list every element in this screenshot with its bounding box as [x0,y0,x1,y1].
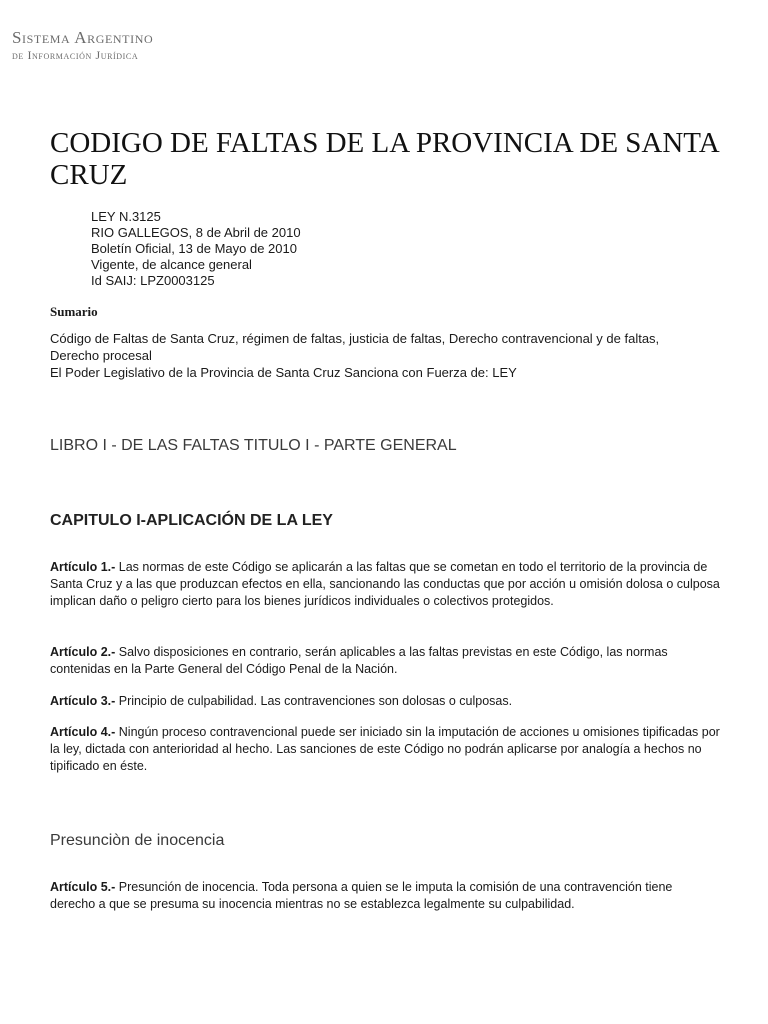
article-5 [50,879,720,913]
capitulo-heading: CAPITULO I-APLICACIÓN DE LA LEY [50,512,333,529]
article-text: Presunción de inocencia. Toda persona a quien se le imputa la comisión de una contravención tiene derecho a que se presuma su inocencia mientras no se establezca legalmente su culpabilidad. [50,880,673,911]
article-2 [50,644,720,678]
article-label: Artículo 1.- [50,560,116,574]
presuncion-heading: Presunciòn de inocencia [50,832,225,849]
article-text: Ningún proceso contravencional puede ser iniciado sin la imputación de acciones u omisiones tipificadas por la ley, dictada con anterioridad al hecho. Las sanciones de este Código no podrán aplicarse por analogía a hechos no tipificado en éste. [50,725,720,773]
law-number: LEY N.3125 [91,209,161,224]
sumario-text [50,330,710,381]
article-text: Salvo disposiciones en contrario, serán aplicables a las faltas previstas en este Código, las normas contenidas en la Parte General del Código Penal de la Nación. [50,645,668,676]
article-label: Artículo 3.- [50,694,116,708]
sumario-keywords: Código de Faltas de Santa Cruz, régimen de faltas, justicia de faltas, Derecho contravencional y de faltas, Derecho procesal [50,331,660,363]
law-bulletin: Boletín Oficial, 13 de Mayo de 2010 [91,241,297,256]
article-label: Artículo 5.- [50,880,116,894]
sumario-enactment: El Poder Legislativo de la Provincia de Santa Cruz Sanciona con Fuerza de: LEY [50,365,517,380]
sumario-heading: Sumario [50,304,98,319]
logo-line-1: Sistema Argentino [12,28,154,47]
document-title: CODIGO DE FALTAS DE LA PROVINCIA DE SANTA CRUZ [50,127,719,191]
law-saij-id: Id SAIJ: LPZ0003125 [91,273,215,288]
article-3 [50,693,720,710]
article-text: Las normas de este Código se aplicarán a las faltas que se cometan en todo el territorio de la provincia de Santa Cruz y a las que produzcan efectos en ella, sancionando las conductas que por acción u omisión dolosa o culposa implican daño o peligro cierto para los bienes jurídicos individuales o colectivos protegidos. [50,560,720,608]
libro-heading: LIBRO I - DE LAS FALTAS TITULO I - PARTE GENERAL [50,437,457,454]
article-1 [50,559,720,610]
article-label: Artículo 4.- [50,725,116,739]
law-metadata [91,209,301,289]
article-4 [50,724,720,775]
saij-logo [12,29,153,61]
article-text: Principio de culpabilidad. Las contravenciones son dolosas o culposas. [115,694,513,708]
law-validity: Vigente, de alcance general [91,257,252,272]
law-place-date: RIO GALLEGOS, 8 de Abril de 2010 [91,225,301,240]
article-label: Artículo 2.- [50,645,116,659]
logo-line-2: de Información Jurídica [12,48,139,62]
